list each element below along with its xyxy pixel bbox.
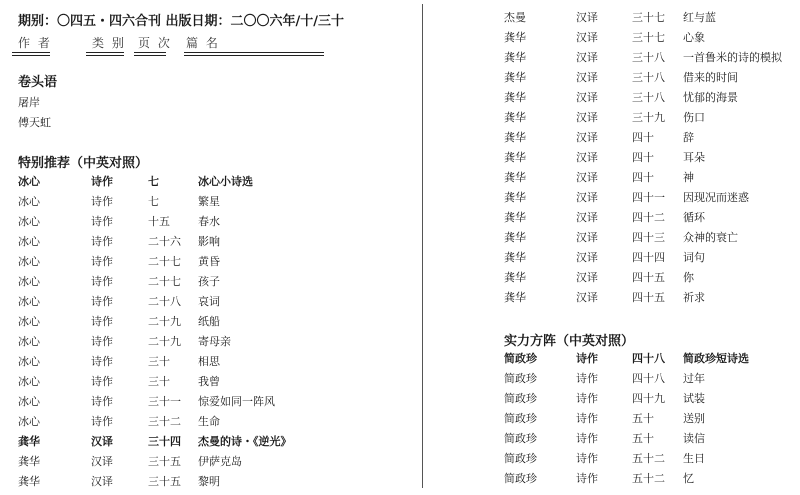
title-cell: 繁星 [198, 195, 220, 208]
title-cell: 杰曼的诗・《逆光》 [198, 435, 292, 448]
list-item [18, 293, 318, 313]
title-cell: 心象 [683, 31, 705, 44]
list-item [504, 49, 800, 69]
category-cell: 汉译 [576, 231, 598, 244]
title-cell: 过年 [683, 372, 705, 385]
list-item [504, 189, 800, 209]
page-cell: 四十五 [632, 271, 665, 284]
category-cell: 汉译 [91, 455, 113, 468]
title-cell: 忧郁的海景 [683, 91, 738, 104]
author-cell: 冰心 [18, 375, 40, 388]
category-cell: 汉译 [91, 435, 113, 448]
list-item [18, 193, 318, 213]
page-cell: 三十八 [632, 71, 665, 84]
category-cell: 汉译 [576, 51, 598, 64]
title-cell: 红与蓝 [683, 11, 716, 24]
list-item [504, 149, 800, 169]
list-item [504, 350, 800, 370]
title-cell: 词句 [683, 251, 705, 264]
author-cell: 龚华 [504, 151, 526, 164]
category-cell: 汉译 [576, 291, 598, 304]
title-cell: 春水 [198, 215, 220, 228]
author-cell: 龚华 [504, 251, 526, 264]
author-cell: 简政珍 [504, 432, 537, 445]
page-cell: 三十五 [148, 455, 181, 468]
category-cell: 诗作 [91, 395, 113, 408]
title-cell: 相思 [198, 355, 220, 368]
title-cell: 辞 [683, 131, 694, 144]
author-cell: 龚华 [504, 31, 526, 44]
author-cell: 简政珍 [504, 412, 537, 425]
title-cell: 忆 [683, 472, 694, 485]
category-cell: 诗作 [91, 415, 113, 428]
header-rule-title [184, 52, 324, 56]
author-cell: 冰心 [18, 235, 40, 248]
category-cell: 诗作 [91, 315, 113, 328]
author-cell: 冰心 [18, 355, 40, 368]
category-cell: 诗作 [91, 215, 113, 228]
list-item [18, 313, 318, 333]
category-cell: 诗作 [576, 472, 598, 485]
category-cell: 诗作 [91, 375, 113, 388]
author-cell: 冰心 [18, 395, 40, 408]
author-cell: 简政珍 [504, 472, 537, 485]
page-cell: 三十七 [632, 31, 665, 44]
list-item [504, 209, 800, 229]
category-cell: 汉译 [576, 271, 598, 284]
title-cell: 读信 [683, 432, 705, 445]
author-cell: 龚华 [504, 231, 526, 244]
author-cell: 龚华 [504, 191, 526, 204]
category-cell: 汉译 [576, 131, 598, 144]
section-title-special: 特别推荐（中英对照） [18, 156, 149, 171]
author-cell: 龚华 [504, 291, 526, 304]
title-cell: 简政珍短诗选 [683, 352, 749, 365]
category-cell: 诗作 [576, 452, 598, 465]
author-cell: 龚华 [18, 455, 40, 468]
list-item [504, 390, 800, 410]
category-cell: 诗作 [91, 335, 113, 348]
category-cell: 汉译 [576, 191, 598, 204]
title-cell: 送别 [683, 412, 705, 425]
list-item [504, 430, 800, 450]
category-cell: 诗作 [576, 432, 598, 445]
author-cell: 冰心 [18, 335, 40, 348]
category-cell: 诗作 [91, 235, 113, 248]
title-cell: 众神的衰亡 [683, 231, 738, 244]
header-rule-page [134, 52, 166, 56]
title-cell: 因现况而迷惑 [683, 191, 749, 204]
page-cell: 三十五 [148, 475, 181, 488]
page-cell: 二十六 [148, 235, 181, 248]
author-cell: 冰心 [18, 295, 40, 308]
author-cell: 简政珍 [504, 392, 537, 405]
author-cell: 龚华 [504, 71, 526, 84]
category-cell: 诗作 [91, 355, 113, 368]
author-cell: 冰心 [18, 215, 40, 228]
list-item [18, 233, 318, 253]
list-item [504, 410, 800, 430]
page-cell: 五十 [632, 412, 654, 425]
list-item [504, 109, 800, 129]
page-cell: 七 [148, 175, 159, 188]
list-item [18, 253, 318, 273]
page-cell: 三十一 [148, 395, 181, 408]
category-cell: 汉译 [576, 171, 598, 184]
list-item [18, 173, 318, 193]
title-cell: 惊爱如同一阵风 [198, 395, 275, 408]
section-title-preface: 卷头语 [18, 75, 58, 90]
page-cell: 三十七 [632, 11, 665, 24]
header-title: 篇 名 [186, 36, 220, 50]
page-cell: 三十二 [148, 415, 181, 428]
title-cell: 黎明 [198, 475, 220, 488]
page-cell: 二十七 [148, 275, 181, 288]
category-cell: 汉译 [91, 475, 113, 488]
page-cell: 四十五 [632, 291, 665, 304]
title-cell: 冰心小诗选 [198, 175, 253, 188]
title-cell: 伤口 [683, 111, 705, 124]
list-item [18, 273, 318, 293]
page-cell: 四十 [632, 151, 654, 164]
category-cell: 诗作 [91, 175, 113, 188]
page-cell: 四十 [632, 171, 654, 184]
page-cell: 五十二 [632, 472, 665, 485]
preface-author: 傅天虹 [18, 116, 51, 129]
author-cell: 简政珍 [504, 372, 537, 385]
page-cell: 二十七 [148, 255, 181, 268]
section-title-strength: 实力方阵（中英对照） [504, 334, 635, 349]
list-item [504, 129, 800, 149]
list-item [504, 69, 800, 89]
category-cell: 汉译 [576, 71, 598, 84]
page-cell: 四十三 [632, 231, 665, 244]
list-item [18, 333, 318, 353]
title-cell: 你 [683, 271, 694, 284]
title-cell: 生日 [683, 452, 705, 465]
title-cell: 黄昏 [198, 255, 220, 268]
title-cell: 祈求 [683, 291, 705, 304]
title-cell: 哀词 [198, 295, 220, 308]
title-cell: 试装 [683, 392, 705, 405]
title-cell: 孩子 [198, 275, 220, 288]
category-cell: 汉译 [576, 151, 598, 164]
title-cell: 伊萨克岛 [198, 455, 242, 468]
category-cell: 诗作 [91, 255, 113, 268]
list-item [504, 269, 800, 289]
author-cell: 冰心 [18, 195, 40, 208]
category-cell: 诗作 [576, 412, 598, 425]
header-rule-category [86, 52, 124, 56]
list-item [18, 213, 318, 233]
list-item [504, 9, 800, 29]
author-cell: 龚华 [504, 271, 526, 284]
author-cell: 龚华 [504, 51, 526, 64]
author-cell: 龚华 [504, 211, 526, 224]
author-cell: 龚华 [504, 131, 526, 144]
page-cell: 三十八 [632, 91, 665, 104]
author-cell: 杰曼 [504, 11, 526, 24]
category-cell: 汉译 [576, 11, 598, 24]
page-cell: 二十九 [148, 315, 181, 328]
header-page: 页 次 [138, 36, 172, 50]
list-item [18, 373, 318, 393]
list-item [18, 433, 318, 453]
page-cell: 四十四 [632, 251, 665, 264]
title-cell: 我曾 [198, 375, 220, 388]
list-item [504, 249, 800, 269]
list-item [504, 229, 800, 249]
page-cell: 三十 [148, 355, 170, 368]
title-cell: 一首鲁米的诗的模拟 [683, 51, 782, 64]
author-cell: 冰心 [18, 415, 40, 428]
category-cell: 诗作 [91, 295, 113, 308]
author-cell: 冰心 [18, 315, 40, 328]
page-cell: 三十四 [148, 435, 181, 448]
page-cell: 七 [148, 195, 159, 208]
column-divider [422, 4, 423, 488]
category-cell: 诗作 [91, 195, 113, 208]
author-cell: 冰心 [18, 175, 40, 188]
page-cell: 四十九 [632, 392, 665, 405]
list-item [18, 353, 318, 373]
list-item [18, 413, 318, 433]
page-cell: 四十一 [632, 191, 665, 204]
title-cell: 借来的时间 [683, 71, 738, 84]
list-item [18, 453, 318, 473]
title-cell: 寄母亲 [198, 335, 231, 348]
list-item [504, 169, 800, 189]
page-cell: 三十九 [632, 111, 665, 124]
category-cell: 汉译 [576, 111, 598, 124]
page-cell: 三十 [148, 375, 170, 388]
category-cell: 汉译 [576, 91, 598, 104]
page-cell: 五十二 [632, 452, 665, 465]
page-cell: 四十八 [632, 352, 665, 365]
category-cell: 诗作 [576, 392, 598, 405]
category-cell: 汉译 [576, 251, 598, 264]
header-rule-author [12, 52, 50, 56]
list-item [504, 470, 800, 490]
title-cell: 耳朵 [683, 151, 705, 164]
author-cell: 龚华 [504, 171, 526, 184]
category-cell: 诗作 [576, 352, 598, 365]
category-cell: 汉译 [576, 211, 598, 224]
title-cell: 循环 [683, 211, 705, 224]
list-item [504, 450, 800, 470]
page-cell: 四十八 [632, 372, 665, 385]
category-cell: 诗作 [91, 275, 113, 288]
page-cell: 四十 [632, 131, 654, 144]
list-item [18, 473, 318, 493]
author-cell: 冰心 [18, 255, 40, 268]
list-item [504, 289, 800, 309]
issue-info: 期别：〇四五・四六合刊 出版日期：二〇〇六年/十/三十 [18, 14, 345, 29]
page-cell: 二十八 [148, 295, 181, 308]
author-cell: 冰心 [18, 275, 40, 288]
category-cell: 汉译 [576, 31, 598, 44]
category-cell: 诗作 [576, 372, 598, 385]
list-item [18, 393, 318, 413]
list-item [504, 29, 800, 49]
page-cell: 二十九 [148, 335, 181, 348]
page-cell: 十五 [148, 215, 170, 228]
author-cell: 龚华 [504, 111, 526, 124]
preface-author: 屠岸 [18, 96, 40, 109]
author-cell: 龚华 [18, 435, 40, 448]
author-cell: 龚华 [504, 91, 526, 104]
title-cell: 纸船 [198, 315, 220, 328]
list-item [504, 370, 800, 390]
page-cell: 四十二 [632, 211, 665, 224]
title-cell: 神 [683, 171, 694, 184]
author-cell: 龚华 [18, 475, 40, 488]
list-item [504, 89, 800, 109]
page-cell: 五十 [632, 432, 654, 445]
title-cell: 影响 [198, 235, 220, 248]
header-category: 类 别 [92, 36, 126, 50]
author-cell: 简政珍 [504, 452, 537, 465]
author-cell: 简政珍 [504, 352, 537, 365]
page-cell: 三十八 [632, 51, 665, 64]
header-author: 作 者 [18, 36, 52, 50]
title-cell: 生命 [198, 415, 220, 428]
